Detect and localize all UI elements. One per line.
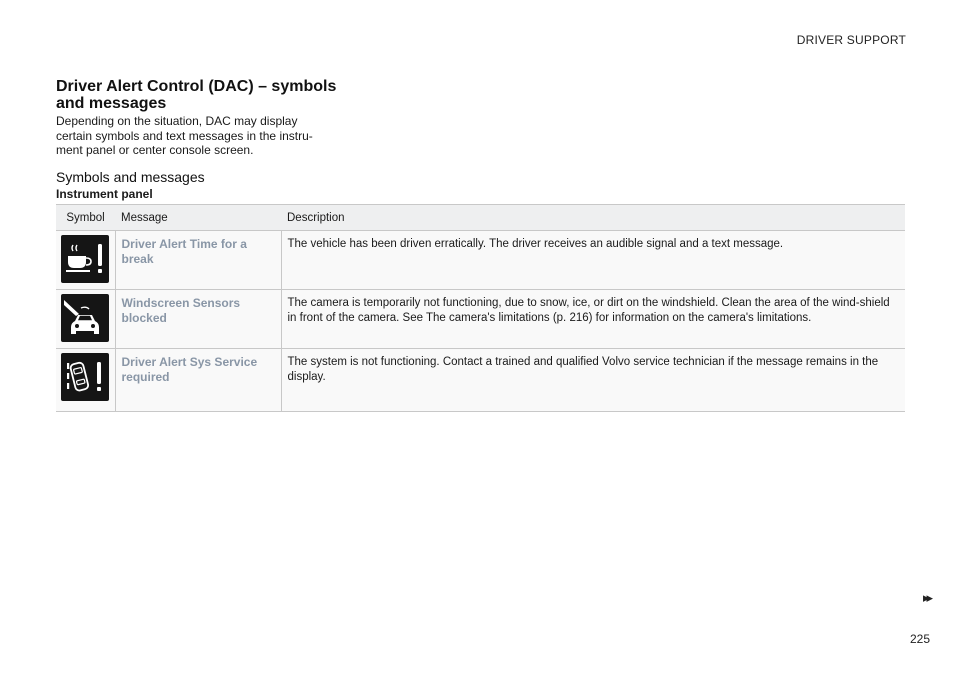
- description-cell: The camera is temporarily not functioning, due to snow, ice, or dirt on the windshield. Clean the area of the wind-shield in front of the camera. See The camera's limitations (p. 216) for information on the camera's limitations.: [281, 290, 905, 349]
- column-header-description: Description: [281, 205, 905, 231]
- message-cell: Windscreen Sensors blocked: [115, 290, 281, 349]
- symbol-cell: [56, 349, 115, 412]
- windscreen-sensor-blocked-icon: [61, 294, 109, 342]
- description-cell: The vehicle has been driven erratically. The driver receives an audible signal and a text message.: [281, 231, 905, 290]
- symbol-cell: [56, 231, 115, 290]
- driver-alert-service-warning-icon: [61, 353, 109, 401]
- section-sub-subheading: Instrument panel: [56, 187, 153, 201]
- message-cell: Driver Alert Sys Service required: [115, 349, 281, 412]
- continue-arrows-icon: ▸▸: [922, 590, 930, 605]
- symbol-cell: [56, 290, 115, 349]
- symbols-table: [56, 204, 905, 412]
- table-row: [56, 349, 905, 412]
- intro-paragraph: Depending on the situation, DAC may display certain symbols and text messages in the instru-ment panel or center console screen.: [56, 114, 313, 157]
- table-header-row: [56, 205, 905, 231]
- column-header-symbol: Symbol: [56, 205, 115, 231]
- table-row: [56, 290, 905, 349]
- page-number: 225: [909, 632, 930, 646]
- column-header-message: Message: [115, 205, 281, 231]
- description-cell: The system is not functioning. Contact a trained and qualified Volvo service technician if the message remains in the display.: [281, 349, 905, 412]
- section-header: DRIVER SUPPORT: [796, 33, 906, 47]
- page-title: Driver Alert Control (DAC) – symbols and messages: [56, 78, 337, 112]
- section-subheading: Symbols and messages: [56, 169, 205, 185]
- message-cell: Driver Alert Time for a break: [115, 231, 281, 290]
- coffee-cup-warning-icon: [61, 235, 109, 283]
- table-row: [56, 231, 905, 290]
